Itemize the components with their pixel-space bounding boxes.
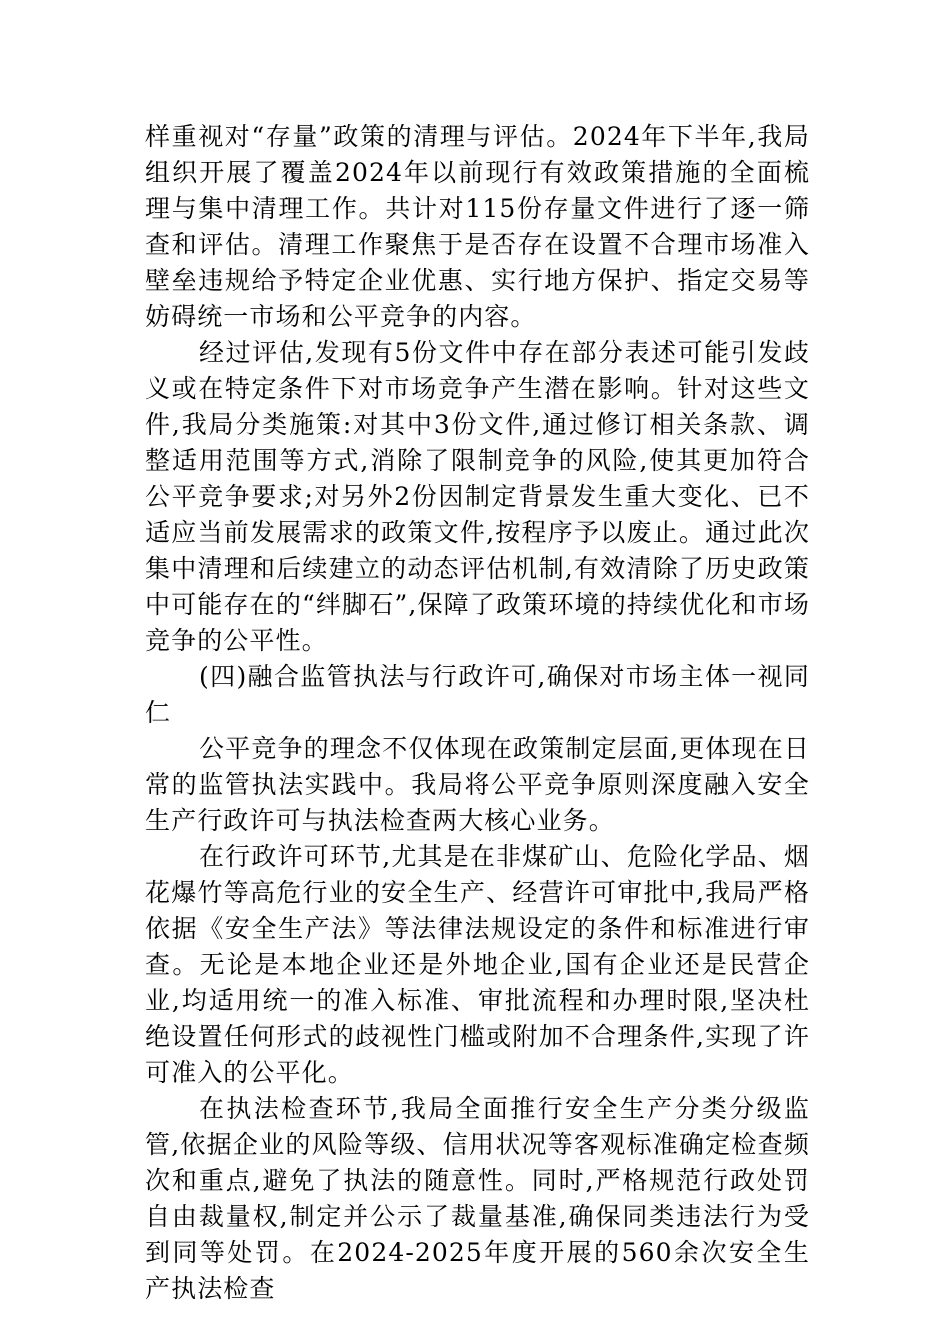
paragraph-evaluation-results: 经过评估,发现有5份文件中存在部分表述可能引发歧义或在特定条件下对市场竞争产生潜在影响。针对这些文件,我局分类施策:对其中3份文件,通过修订相关条款、调整适用范围等方式,消除了限制竞争的风险,使其更加符合公平竞争要求;对另外2份因制定背景发生重大变化、已不适应当前发展需求的政策文件,按程序予以废止。通过此次集中清理和后续建立的动态评估机制,有效清除了历史政策中可能存在的“绊脚石”,保障了政策环境的持续优化和市场竞争的公平性。 [145,338,810,655]
paragraph-administrative-licensing: 在行政许可环节,尤其是在非煤矿山、危险化学品、烟花爆竹等高危行业的安全生产、经营许可审批中,我局严格依据《安全生产法》等法律法规设定的条件和标准进行审查。无论是本地企业还是外地企业,国有企业还是民营企业,均适用统一的准入标准、审批流程和办理时限,坚决杜绝设置任何形式的歧视性门槛或附加不合理条件,实现了许可准入的公平化。 [145,842,810,1087]
section-heading-4: (四)融合监管执法与行政许可,确保对市场主体一视同仁 [145,662,810,727]
paragraph-policy-cleanup-continued: 样重视对“存量”政策的清理与评估。2024年下半年,我局组织开展了覆盖2024年以前现行有效政策措施的全面梳理与集中清理工作。共计对115份存量文件进行了逐一筛查和评估。清理工作聚焦于是否存在设置不合理市场准入壁垒违规给予特定企业优惠、实行地方保护、指定交易等妨碍统一市场和公平竞争的内容。 [145,122,810,331]
paragraph-law-enforcement-inspection: 在执法检查环节,我局全面推行安全生产分类分级监管,依据企业的风险等级、信用状况等客观标准确定检查频次和重点,避免了执法的随意性。同时,严格规范行政处罚自由裁量权,制定并公示了裁量基准,确保同类违法行为受到同等处罚。在2024-2025年度开展的560余次安全生产执法检查 [145,1094,810,1303]
paragraph-fair-competition-enforcement: 公平竞争的理念不仅体现在政策制定层面,更体现在日常的监管执法实践中。我局将公平竞争原则深度融入安全生产行政许可与执法检查两大核心业务。 [145,734,810,835]
document-body [145,119,810,1307]
